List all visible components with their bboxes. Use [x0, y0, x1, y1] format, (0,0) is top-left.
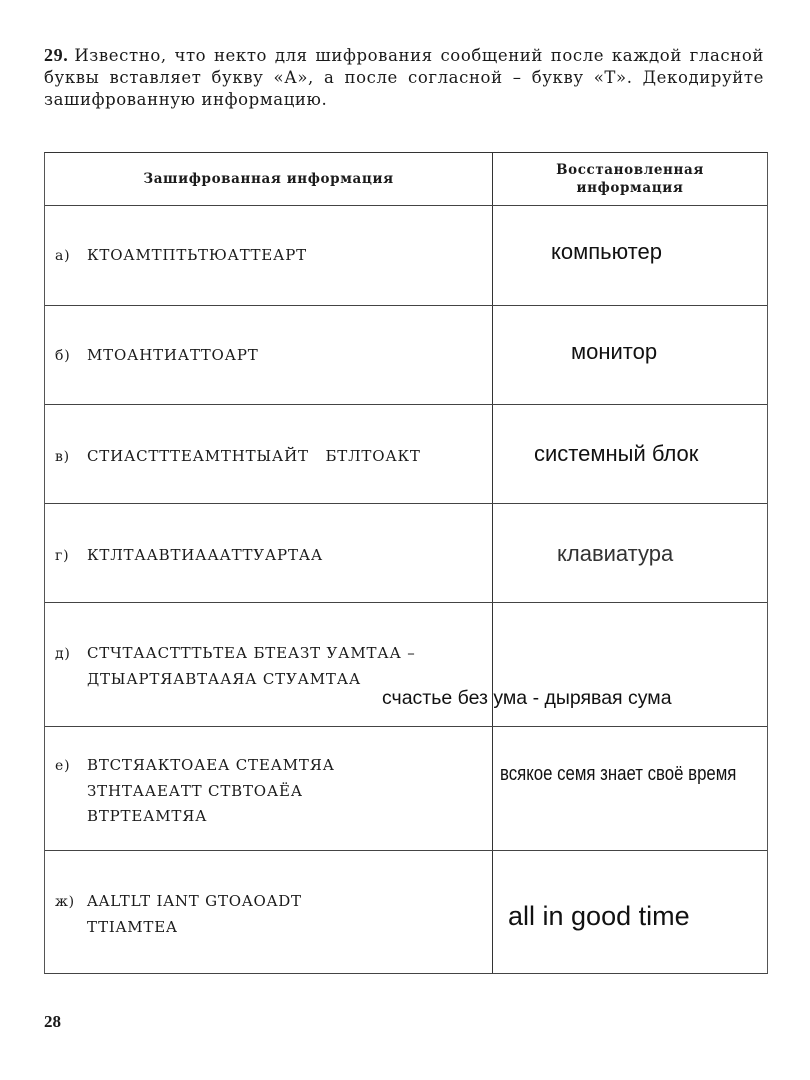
task-number: 29.: [44, 45, 69, 65]
encrypted-text: СТЧТААСТТТЬТЕА БТЕАЗТ УАМТАА –: [87, 644, 416, 662]
table-row-g-answer: all in good time: [508, 901, 690, 931]
table-row-f-encrypted: [55, 753, 485, 829]
encrypted-text: ДТЫАРТЯАВТААЯА СТУАМТАА: [87, 670, 362, 688]
table-row-e-encrypted: [55, 641, 485, 692]
table-row-c-encrypted: [55, 444, 485, 470]
table-row-f-answer: всякое семя знает своё время: [500, 763, 737, 785]
table-row-c-answer: системный блок: [534, 441, 699, 466]
header-restored-line2: информация: [576, 180, 684, 196]
encrypted-text: ЗТНТААЕАТТ СТВТОАЁА: [87, 782, 303, 800]
row-line: [45, 404, 767, 405]
table-row-b-answer: монитор: [571, 339, 658, 364]
table-row-g-encrypted: [55, 889, 485, 940]
row-line: [45, 602, 767, 603]
row-label: а): [55, 248, 71, 264]
encrypted-text: ВТРТЕАМТЯА: [87, 807, 208, 825]
encrypted-text: TTIAMTEA: [87, 918, 178, 936]
row-line: [45, 305, 767, 306]
row-line: [45, 726, 767, 727]
table-row-d-answer: клавиатура: [557, 541, 674, 566]
row-label: ж): [55, 894, 75, 910]
task-text: Известно, что некто для шифрования сообщений после каждой гласной буквы вставляет букву «А», а после согласной – букву «Т». Декодируйте зашифрованную информацию.: [44, 46, 764, 109]
row-label: е): [55, 758, 71, 774]
table-row-e-answer: счастье без ума - дырявая сума: [382, 687, 672, 709]
task-statement: [44, 44, 764, 111]
row-label: д): [55, 646, 71, 662]
encrypted-text: КТОАМТПТЬТЮАТТЕАРТ: [87, 246, 307, 264]
row-label: г): [55, 548, 70, 564]
decoding-table: [44, 152, 768, 974]
table-row-d-encrypted: [55, 543, 485, 569]
row-line: [45, 503, 767, 504]
row-line: [45, 850, 767, 851]
header-encrypted: Зашифрованная информация: [143, 171, 394, 187]
encrypted-text: AALTLT IANT GTOAOADT: [87, 892, 302, 910]
row-label: в): [55, 449, 70, 465]
page-number: 28: [44, 1012, 61, 1031]
row-line: [45, 205, 767, 206]
table-row-b-encrypted: [55, 343, 485, 369]
encrypted-text: МТОАНТИАТТОАРТ: [87, 346, 259, 364]
header-restored-line1: Восстановленная: [556, 162, 704, 178]
encrypted-text: КТЛТААВТИАААТТУАРТАА: [87, 546, 324, 564]
encrypted-text: ВТСТЯАКТОАЕА СТЕАМТЯА: [87, 756, 335, 774]
table-row-a-answer: компьютер: [551, 239, 662, 264]
table-row-a-encrypted: [55, 243, 485, 269]
row-label: б): [55, 348, 71, 364]
encrypted-text: СТИАСТТТЕАМТНТЫАЙТ БТЛТОАКТ: [87, 447, 421, 465]
header-restored: [493, 153, 767, 205]
